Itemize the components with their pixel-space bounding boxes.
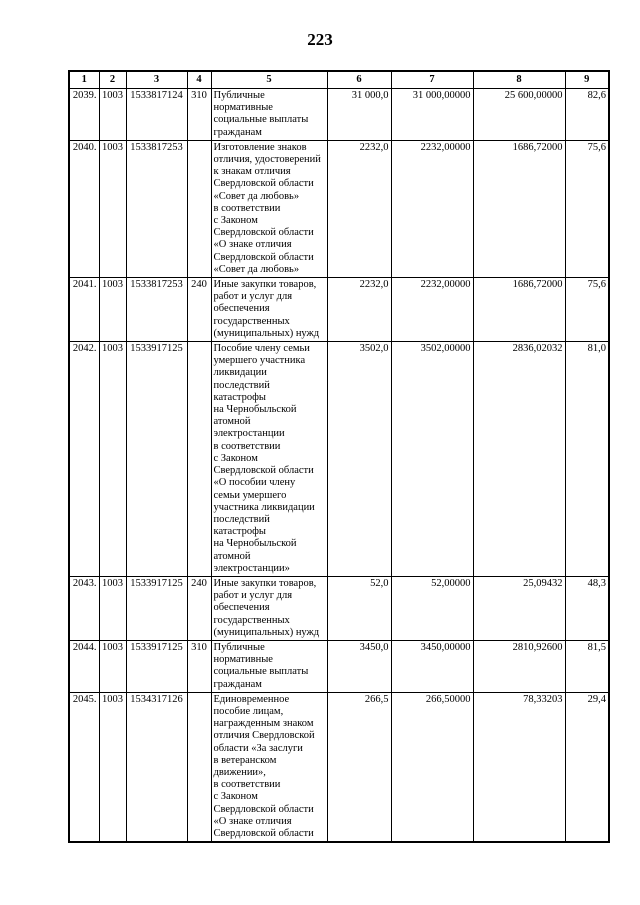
- planned-amount-cell: 266,5: [327, 692, 391, 842]
- expense-type-cell: [187, 692, 211, 842]
- page-number: 223: [307, 30, 333, 49]
- expense-type-cell: [187, 140, 211, 277]
- target-article-cell: 1533817253: [126, 278, 187, 342]
- header-cell-8: 8: [473, 71, 565, 89]
- target-article-cell: 1533817253: [126, 140, 187, 277]
- approved-amount-cell: 3450,00000: [391, 640, 473, 692]
- section-code-cell: 1003: [99, 576, 126, 640]
- execution-percent-cell: 29,4: [565, 692, 609, 842]
- approved-amount-cell: 2232,00000: [391, 140, 473, 277]
- section-code-cell: 1003: [99, 342, 126, 577]
- executed-amount-cell: 1686,72000: [473, 278, 565, 342]
- target-article-cell: 1533817124: [126, 89, 187, 141]
- table-body: [69, 71, 609, 842]
- execution-percent-cell: 48,3: [565, 576, 609, 640]
- section-code-cell: 1003: [99, 89, 126, 141]
- planned-amount-cell: 31 000,0: [327, 89, 391, 141]
- item-name-cell: Иные закупки товаров, работ и услуг для обеспечения государственных (муниципальных) нужд: [211, 278, 327, 342]
- target-article-cell: 1533917125: [126, 640, 187, 692]
- item-name-cell: Пособие члену семьи умершего участника ликвидации последствий катастрофы на Чернобыльской атомной электростанции в соответствии с Законом Свердловской области «О пособии члену семьи умершего участника ликвидации последствий катастрофы на Чернобыльской атомной электростанции»: [211, 342, 327, 577]
- target-article-cell: 1533917125: [126, 342, 187, 577]
- planned-amount-cell: 2232,0: [327, 278, 391, 342]
- table-row: [69, 342, 609, 577]
- item-name-cell: Публичные нормативные социальные выплаты гражданам: [211, 640, 327, 692]
- expense-type-cell: 310: [187, 640, 211, 692]
- header-cell-6: 6: [327, 71, 391, 89]
- expense-type-cell: 310: [187, 89, 211, 141]
- row-number-cell: 2040.: [69, 140, 99, 277]
- table-row: [69, 640, 609, 692]
- header-cell-9: 9: [565, 71, 609, 89]
- header-cell-3: 3: [126, 71, 187, 89]
- executed-amount-cell: 2836,02032: [473, 342, 565, 577]
- row-number-cell: 2043.: [69, 576, 99, 640]
- planned-amount-cell: 52,0: [327, 576, 391, 640]
- approved-amount-cell: 31 000,00000: [391, 89, 473, 141]
- item-name-cell: Единовременное пособие лицам, награжденным знаком отличия Свердловской области «За заслуги в ветеранском движении», в соответствии с Законом Свердловской области «О знаке отличия Свердловской области: [211, 692, 327, 842]
- table-row: [69, 278, 609, 342]
- expense-type-cell: 240: [187, 576, 211, 640]
- row-number-cell: 2045.: [69, 692, 99, 842]
- row-number-cell: 2039.: [69, 89, 99, 141]
- item-name-cell: Публичные нормативные социальные выплаты гражданам: [211, 89, 327, 141]
- header-cell-5: 5: [211, 71, 327, 89]
- header-cell-2: 2: [99, 71, 126, 89]
- approved-amount-cell: 52,00000: [391, 576, 473, 640]
- planned-amount-cell: 2232,0: [327, 140, 391, 277]
- item-name-cell: Иные закупки товаров, работ и услуг для обеспечения государственных (муниципальных) нужд: [211, 576, 327, 640]
- expense-type-cell: 240: [187, 278, 211, 342]
- execution-percent-cell: 81,5: [565, 640, 609, 692]
- execution-percent-cell: 75,6: [565, 278, 609, 342]
- approved-amount-cell: 3502,00000: [391, 342, 473, 577]
- section-code-cell: 1003: [99, 692, 126, 842]
- table-row: [69, 140, 609, 277]
- item-name-cell: Изготовление знаков отличия, удостоверений к знакам отличия Свердловской области «Совет да любовь» в соответствии с Законом Свердловской области «О знаке отличия Свердловской области «Совет да любовь»: [211, 140, 327, 277]
- row-number-cell: 2044.: [69, 640, 99, 692]
- executed-amount-cell: 1686,72000: [473, 140, 565, 277]
- header-cell-7: 7: [391, 71, 473, 89]
- executed-amount-cell: 2810,92600: [473, 640, 565, 692]
- execution-percent-cell: 82,6: [565, 89, 609, 141]
- header-cell-1: 1: [69, 71, 99, 89]
- execution-percent-cell: 81,0: [565, 342, 609, 577]
- section-code-cell: 1003: [99, 640, 126, 692]
- table-row: [69, 576, 609, 640]
- table-header-row: [69, 71, 609, 89]
- executed-amount-cell: 25,09432: [473, 576, 565, 640]
- approved-amount-cell: 2232,00000: [391, 278, 473, 342]
- header-cell-4: 4: [187, 71, 211, 89]
- table-row: [69, 692, 609, 842]
- target-article-cell: 1533917125: [126, 576, 187, 640]
- row-number-cell: 2041.: [69, 278, 99, 342]
- row-number-cell: 2042.: [69, 342, 99, 577]
- executed-amount-cell: 78,33203: [473, 692, 565, 842]
- table-row: [69, 89, 609, 141]
- section-code-cell: 1003: [99, 140, 126, 277]
- target-article-cell: 1534317126: [126, 692, 187, 842]
- section-code-cell: 1003: [99, 278, 126, 342]
- execution-percent-cell: 75,6: [565, 140, 609, 277]
- planned-amount-cell: 3502,0: [327, 342, 391, 577]
- expense-type-cell: [187, 342, 211, 577]
- planned-amount-cell: 3450,0: [327, 640, 391, 692]
- budget-table: [68, 70, 610, 843]
- executed-amount-cell: 25 600,00000: [473, 89, 565, 141]
- approved-amount-cell: 266,50000: [391, 692, 473, 842]
